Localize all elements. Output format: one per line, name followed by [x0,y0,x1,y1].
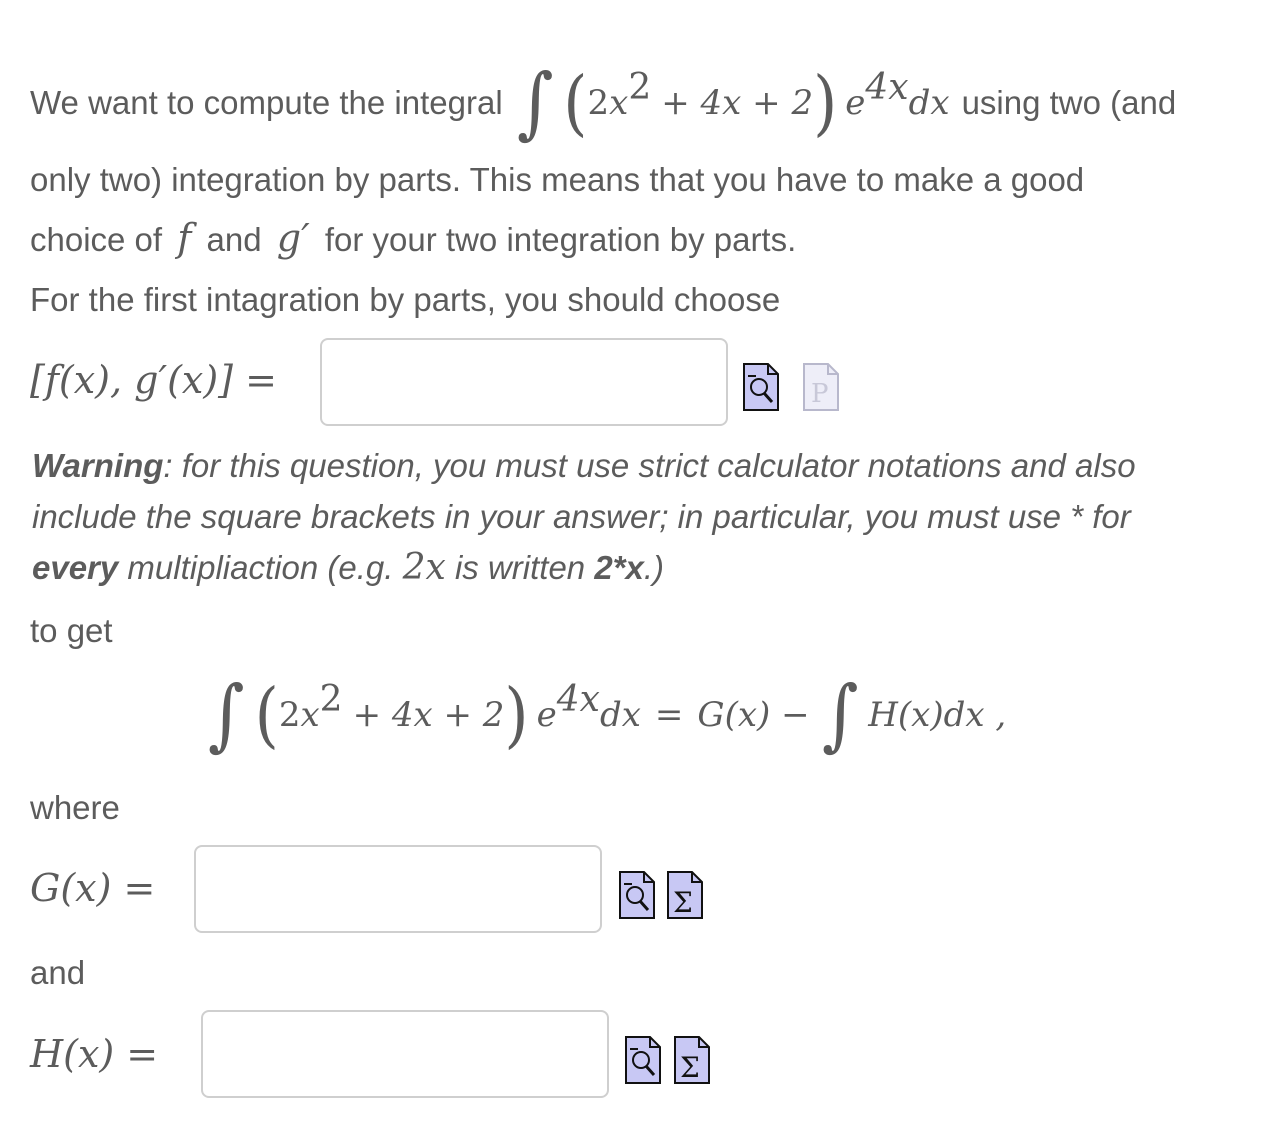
parts-formula: ∫ ( 2 x 2 + 4x + 2 ) e 4x dx = G(x) − ∫ H(x)dx , [208,670,1007,760]
preview-icon[interactable] [618,870,656,920]
intro-line-2: only two) integration by parts. This means that you have to make a good [30,161,1085,198]
where-text: where [30,789,120,826]
intro-line-1 [30,48,1176,158]
intro-lead: We want to compute the integral [30,84,503,121]
intro-line-3: choice of f and g′ for your two integration by parts. [30,216,797,260]
preview-icon[interactable] [624,1035,662,1085]
fg-label: [f(x), g′(x)] = [30,358,277,402]
G-label: G(x) = [30,866,156,910]
fg-answer-input[interactable] [320,338,728,426]
to-get-text: to get [30,612,113,649]
G-answer-input[interactable] [194,845,602,933]
svg-text:P: P [811,379,829,409]
integral-sign-icon: ∫ [208,670,245,760]
intro-trail: using two (and [961,84,1177,121]
integral-sign-icon: ∫ [821,670,859,760]
help-icon[interactable] [802,362,840,412]
and-text: and [30,954,86,991]
integral-expression: ∫ ( 2 x 2 + 4x + 2 ) e 4x dx [516,58,950,148]
svg-text:Σ: Σ [680,1051,700,1084]
preview-icon[interactable] [742,362,780,412]
first-prompt: For the first intagration by parts, you should choose [30,281,781,318]
formula-palette-icon[interactable] [666,870,704,920]
integral-sign-icon: ∫ [516,58,554,148]
warning-text: Warning: for this question, you must use strict calculator notations and also include the square brackets in your answer; in particular, you must use * for every multipliaction (e.g. 2x is written 2*x.) [32,447,1136,588]
H-label: H(x) = [30,1032,159,1076]
formula-palette-icon[interactable] [673,1035,711,1085]
H-answer-input[interactable] [201,1010,609,1098]
svg-text:Σ: Σ [673,886,693,919]
